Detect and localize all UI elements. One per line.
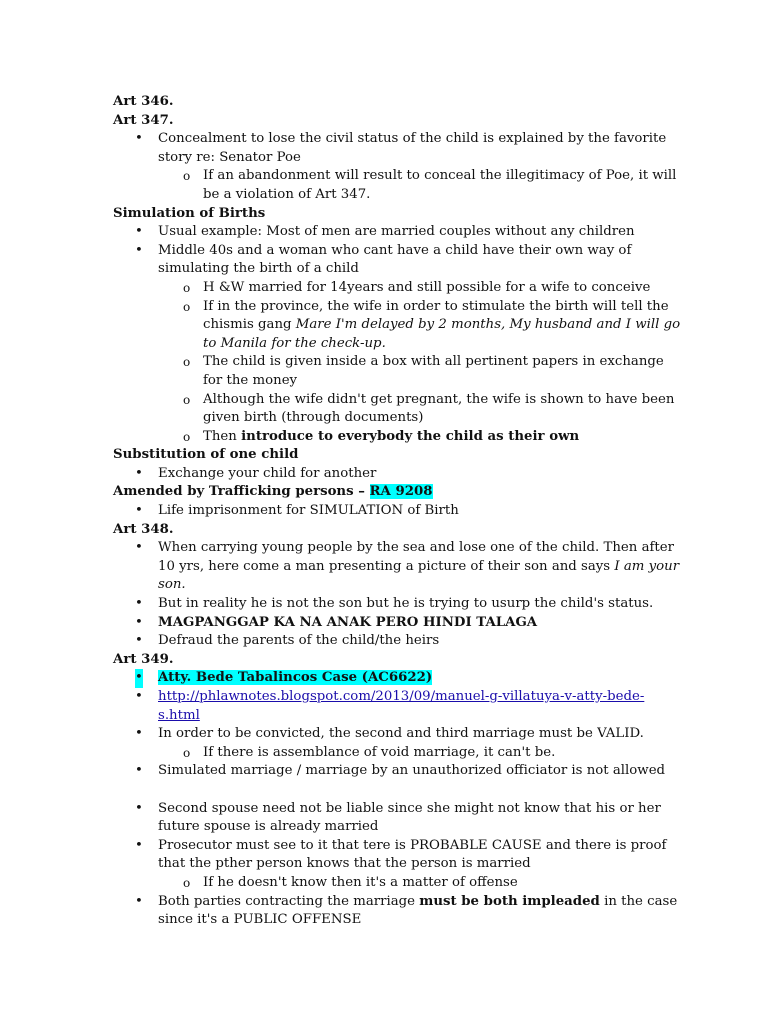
sub-bullet-marker: o bbox=[183, 280, 191, 295]
quoted-italic-text: I am your bbox=[614, 558, 680, 574]
list-item bbox=[113, 539, 680, 595]
list-item bbox=[113, 130, 667, 167]
list-item-text: Both parties contracting the marriage bbox=[158, 893, 420, 909]
list-item-text: Second spouse need not be liable since she might not know that his or her bbox=[158, 800, 661, 816]
bullet-marker: • bbox=[135, 596, 143, 612]
bold-text: introduce to everybody the child as their own bbox=[241, 428, 580, 444]
bullet-marker: • bbox=[135, 540, 143, 556]
list-item-text: future spouse is already married bbox=[158, 819, 379, 835]
heading-art-347: Art 347. bbox=[113, 112, 174, 128]
list-item bbox=[113, 800, 661, 837]
sub-list-item-text: If an abandonment will result to conceal the illegitimacy of Poe, it will bbox=[203, 168, 677, 184]
sub-list-item-text: Although the wife didn't get pregnant, the wife is shown to have been bbox=[203, 391, 675, 407]
heading-text: Amended by Trafficking persons – bbox=[113, 484, 370, 500]
list-item-text: Defraud the parents of the child/the heirs bbox=[158, 633, 440, 649]
bullet-marker: • bbox=[135, 763, 143, 779]
list-item-text: simulating the birth of a child bbox=[158, 261, 359, 277]
blank-line bbox=[113, 781, 658, 800]
list-item-text: Exchange your child for another bbox=[158, 465, 377, 481]
document-page bbox=[113, 93, 681, 930]
list-item-text: When carrying young people by the sea and lose one of the child. Then after bbox=[158, 540, 674, 556]
quoted-italic-text: Mare I'm delayed by 2 months, My husband and I will go bbox=[295, 317, 681, 333]
sub-list-item bbox=[113, 298, 681, 354]
list-item bbox=[113, 762, 666, 781]
quoted-italic-text: to Manila for the check-up. bbox=[203, 335, 386, 351]
case-link[interactable]: http://phlawnotes.blogspot.com/2013/09/manuel-g-villatuya-v-atty-bede- bbox=[158, 689, 645, 704]
bullet-marker: • bbox=[135, 837, 143, 853]
sub-list-item bbox=[113, 428, 658, 447]
sub-list-item bbox=[113, 167, 677, 204]
sub-list-item-text: H &W married for 14years and still possible for a wife to conceive bbox=[203, 279, 651, 295]
list-item bbox=[113, 614, 658, 633]
bullet-marker: • bbox=[135, 893, 143, 909]
sub-bullet-marker: o bbox=[183, 745, 191, 760]
bold-text: MAGPANGGAP KA NA ANAK PERO HINDI TALAGA bbox=[158, 614, 538, 630]
sub-bullet-marker: o bbox=[183, 875, 191, 890]
bullet-marker: • bbox=[135, 503, 143, 519]
heading-art-346: Art 346. bbox=[113, 94, 174, 109]
list-item bbox=[113, 688, 658, 725]
sub-list-item-text: If in the province, the wife in order to stimulate the birth will tell the bbox=[203, 298, 669, 314]
highlighted-case-title: Atty. Bede Tabalincos Case (AC6622) bbox=[158, 670, 433, 686]
sub-bullet-marker: o bbox=[183, 429, 191, 444]
heading-substitution: Substitution of one child bbox=[113, 447, 299, 463]
sub-list-item-text: be a violation of Art 347. bbox=[203, 186, 371, 202]
bullet-marker: • bbox=[135, 669, 143, 688]
bullet-marker: • bbox=[135, 633, 143, 649]
bullet-marker: • bbox=[135, 224, 143, 240]
bullet-marker: • bbox=[135, 689, 143, 704]
list-item bbox=[113, 502, 658, 521]
sub-list-item-text: Then bbox=[203, 428, 242, 444]
list-item-text: Middle 40s and a woman who cant have a child have their own way of bbox=[158, 242, 632, 258]
list-item-text: Concealment to lose the civil status of the child is explained by the favorite bbox=[158, 131, 667, 147]
sub-list-item bbox=[113, 874, 658, 893]
bullet-marker: • bbox=[135, 465, 143, 481]
bullet-marker: • bbox=[135, 131, 143, 147]
list-item bbox=[113, 632, 658, 651]
sub-list-item-text: The child is given inside a box with all pertinent papers in exchange bbox=[203, 354, 664, 370]
list-item-text: that the pther person knows that the person is married bbox=[158, 856, 531, 872]
sub-list-item-text: given birth (through documents) bbox=[203, 410, 424, 426]
heading-art-348: Art 348. bbox=[113, 521, 174, 537]
list-item bbox=[113, 595, 658, 614]
list-item-text: Life imprisonment for SIMULATION of Birth bbox=[158, 503, 459, 519]
list-item-text: story re: Senator Poe bbox=[158, 149, 301, 165]
sub-list-item-text: chismis gang bbox=[203, 317, 296, 333]
sub-bullet-marker: o bbox=[183, 355, 191, 370]
list-item-text: 10 yrs, here come a man presenting a picture of their son and says bbox=[158, 558, 615, 574]
list-item-text: Simulated marriage / marriage by an unauthorized officiator is not allowed bbox=[158, 763, 666, 779]
bullet-marker: • bbox=[135, 614, 143, 630]
bold-text: must be both impleaded bbox=[419, 893, 600, 909]
heading-amended-trafficking bbox=[113, 483, 658, 502]
bullet-marker: • bbox=[135, 726, 143, 742]
list-item-text: in the case bbox=[599, 893, 678, 909]
list-item bbox=[113, 465, 658, 484]
sub-bullet-marker: o bbox=[183, 299, 191, 314]
list-item bbox=[113, 837, 667, 874]
sub-list-item-text: for the money bbox=[203, 372, 298, 388]
sub-bullet-marker: o bbox=[183, 392, 191, 407]
list-item bbox=[113, 223, 658, 242]
quoted-italic-text: son. bbox=[158, 577, 186, 593]
sub-bullet-marker: o bbox=[183, 169, 191, 184]
list-item-text: Prosecutor must see to it that tere is PROBABLE CAUSE and there is proof bbox=[158, 837, 667, 853]
sub-list-item-text: If he doesn't know then it's a matter of offense bbox=[203, 874, 518, 890]
list-item-text: But in reality he is not the son but he is trying to usurp the child's status. bbox=[158, 596, 654, 612]
list-item bbox=[113, 893, 678, 930]
list-item-text: Usual example: Most of men are married couples without any children bbox=[158, 224, 635, 240]
sub-list-item bbox=[113, 744, 658, 763]
case-link[interactable]: s.html bbox=[158, 707, 200, 723]
list-item bbox=[113, 725, 658, 744]
heading-simulation-of-births: Simulation of Births bbox=[113, 205, 266, 221]
list-item-text: since it's a PUBLIC OFFENSE bbox=[158, 912, 362, 928]
list-item-text: In order to be convicted, the second and third marriage must be VALID. bbox=[158, 726, 644, 742]
list-item bbox=[113, 669, 658, 688]
bullet-marker: • bbox=[135, 242, 143, 258]
bullet-marker: • bbox=[135, 800, 143, 816]
sub-list-item-text: If there is assemblance of void marriage, it can't be. bbox=[203, 744, 556, 760]
heading-art-349: Art 349. bbox=[113, 651, 174, 667]
sub-list-item bbox=[113, 279, 658, 298]
sub-list-item bbox=[113, 353, 664, 390]
highlighted-ra-number: RA 9208 bbox=[369, 484, 433, 500]
list-item bbox=[113, 242, 658, 279]
sub-list-item bbox=[113, 391, 675, 428]
